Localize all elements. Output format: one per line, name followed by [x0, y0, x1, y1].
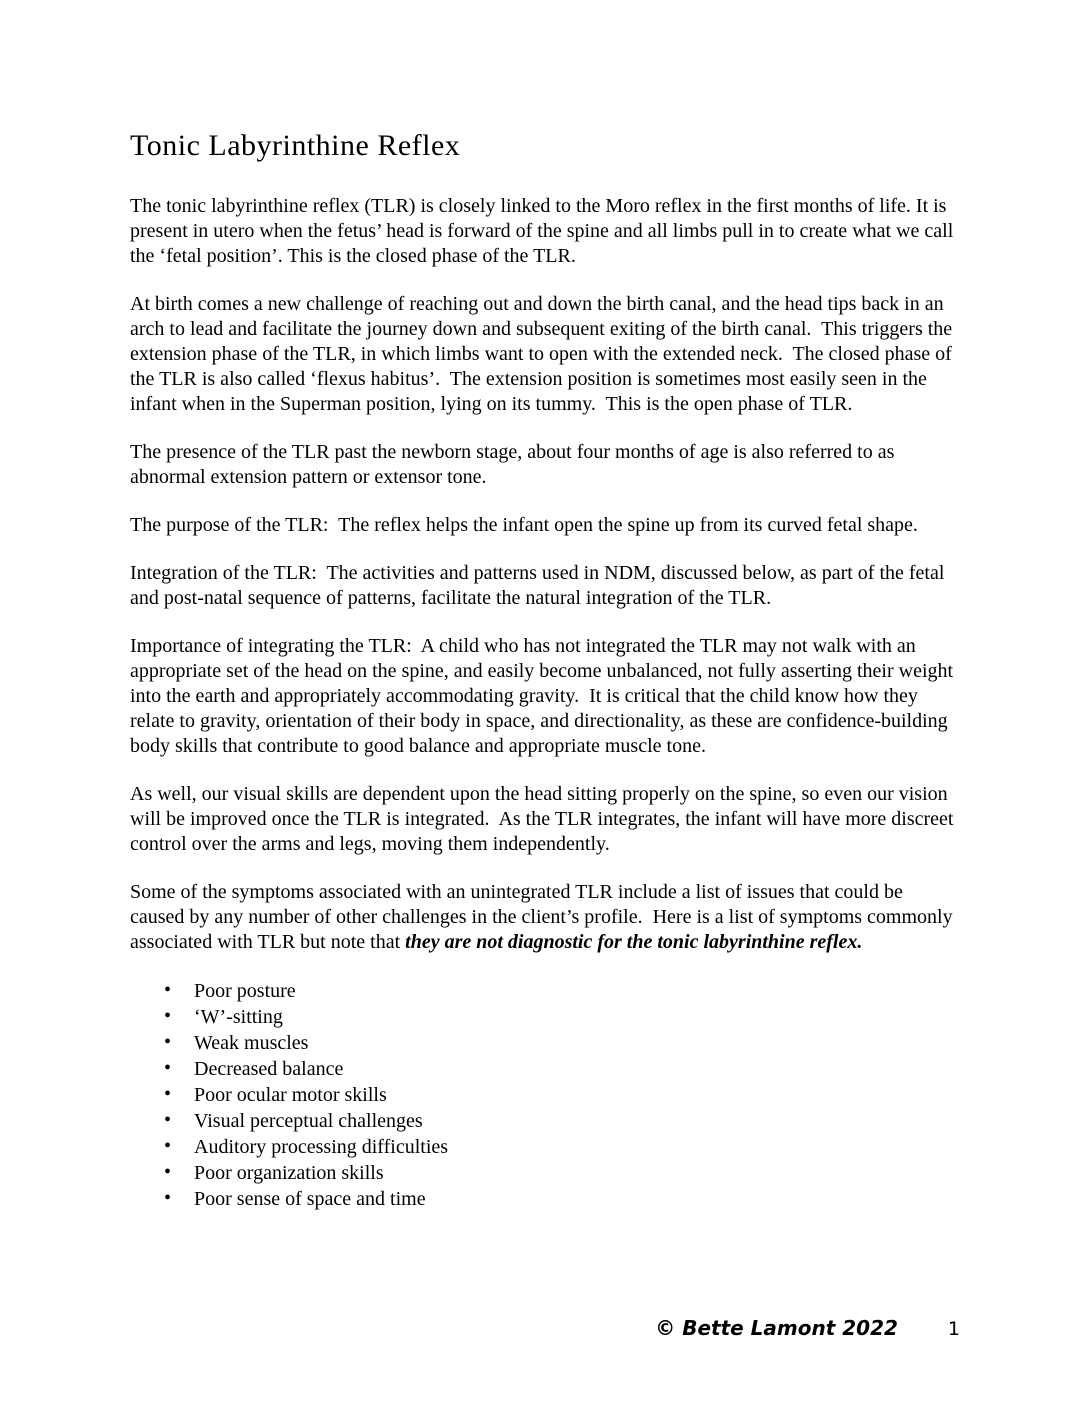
list-item: • ‘W’-sitting — [130, 1004, 960, 1030]
paragraph-purpose: The purpose of the TLR: The reflex helps the infant open the spine up from its curved fetal shape. — [130, 514, 918, 536]
document-content — [130, 131, 960, 1212]
paragraph-birth-extension-phase: At birth comes a new challenge of reaching out and down the birth canal, and the head tips back in an arch to lead and facilitate the journey down and subsequent exiting of the birth canal. This triggers the extension phase of the TLR, in which limbs want to open with the extended neck. The closed phase of the TLR is also called ‘flexus habitus’. The extension position is sometimes most easily seen in the infant when in the Superman position, lying on its tummy. This is the open phase of TLR. — [130, 293, 958, 415]
page-footer — [0, 1316, 960, 1340]
paragraph-symptom-intro — [130, 880, 960, 955]
paragraph-tlr-intro: The tonic labyrinthine reflex (TLR) is closely linked to the Moro reflex in the first months of life. It is present in utero when the fetus’ head is forward of the spine and all limbs pull in to create what we call the ‘fetal position’. This is the closed phase of the TLR. — [130, 195, 959, 267]
symptom-intro-emphasis: they are not diagnostic for the tonic labyrinthine reflex. — [405, 931, 863, 953]
list-item: • Auditory processing difficulties — [130, 1134, 960, 1160]
list-item: • Poor organization skills — [130, 1160, 960, 1186]
list-item: • Weak muscles — [130, 1030, 960, 1056]
list-item: • Poor sense of space and time — [130, 1186, 960, 1212]
list-item: • Decreased balance — [130, 1056, 960, 1082]
list-item: • Poor posture — [130, 978, 960, 1004]
symptom-intro-lead: Some of the symptoms associated with an unintegrated TLR include a list of issues that could be caused by any number of other challenges in the client’s profile. Here is a list of symptoms commonly associated with TLR but note that — [130, 881, 958, 953]
page-title: Tonic Labyrinthine Reflex — [130, 129, 461, 162]
page-number: 1 — [947, 1318, 960, 1340]
list-item: • Visual perceptual challenges — [130, 1108, 960, 1134]
paragraph-visual-skills: As well, our visual skills are dependent upon the head sitting properly on the spine, so even our vision will be improved once the TLR is integrated. As the TLR integrates, the infant will have more discreet control over the arms and legs, moving them independently. — [130, 783, 959, 855]
paragraph-importance: Importance of integrating the TLR: A child who has not integrated the TLR may not walk with an appropriate set of the head on the spine, and easily become unbalanced, not fully asserting their weight into the earth and appropriately accommodating gravity. It is critical that the child know how they relate to gravity, orientation of their body in space, and directionality, as these are confidence-building body skills that contribute to good balance and appropriate muscle tone. — [130, 635, 959, 757]
copyright-text: © Bette Lamont 2022 — [655, 1316, 898, 1340]
paragraph-integration: Integration of the TLR: The activities and patterns used in NDM, discussed below, as part of the fetal and post-natal sequence of patterns, facilitate the natural integration of the TLR. — [130, 562, 950, 609]
symptom-list — [130, 978, 960, 1212]
paragraph-presence-past-newborn: The presence of the TLR past the newborn stage, about four months of age is also referred to as abnormal extension pattern or extensor tone. — [130, 441, 900, 488]
list-item: • Poor ocular motor skills — [130, 1082, 960, 1108]
